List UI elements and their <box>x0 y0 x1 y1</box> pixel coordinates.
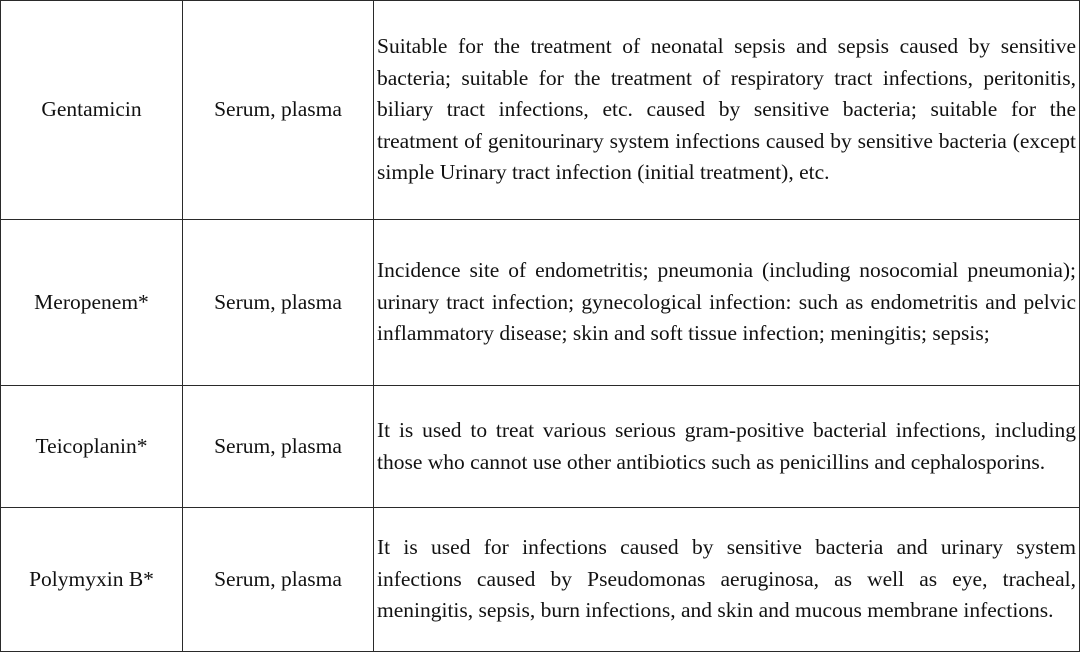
table-row <box>1 386 1080 508</box>
drug-name-cell: Gentamicin <box>1 1 183 220</box>
table-row <box>1 1 1080 220</box>
sample-type-cell: Serum, plasma <box>183 386 374 508</box>
indication-cell: It is used for infections caused by sensitive bacteria and urinary system infections caused by Pseudomonas aeruginosa, as well as eye, tracheal, meningitis, sepsis, burn infections, and skin and mucous membrane infections. <box>374 508 1080 652</box>
sample-type-cell: Serum, plasma <box>183 220 374 386</box>
indication-cell: Incidence site of endometritis; pneumonia (including nosocomial pneumonia); urinary tract infection; gynecological infection: such as endometritis and pelvic inflammatory disease; skin and soft tissue infection; meningitis; sepsis; <box>374 220 1080 386</box>
indication-cell: It is used to treat various serious gram-positive bacterial infections, including those who cannot use other antibiotics such as penicillins and cephalosporins. <box>374 386 1080 508</box>
drug-name-cell: Polymyxin B* <box>1 508 183 652</box>
table-row <box>1 220 1080 386</box>
drug-name-cell: Teicoplanin* <box>1 386 183 508</box>
sample-type-cell: Serum, plasma <box>183 1 374 220</box>
table-row <box>1 508 1080 652</box>
sample-type-cell: Serum, plasma <box>183 508 374 652</box>
drug-name-cell: Meropenem* <box>1 220 183 386</box>
indication-cell: Suitable for the treatment of neonatal sepsis and sepsis caused by sensitive bacteria; suitable for the treatment of respiratory tract infections, peritonitis, biliary tract infections, etc. caused by sensitive bacteria; suitable for the treatment of genitourinary system infections caused by sensitive bacteria (except simple Urinary tract infection (initial treatment), etc. <box>374 1 1080 220</box>
